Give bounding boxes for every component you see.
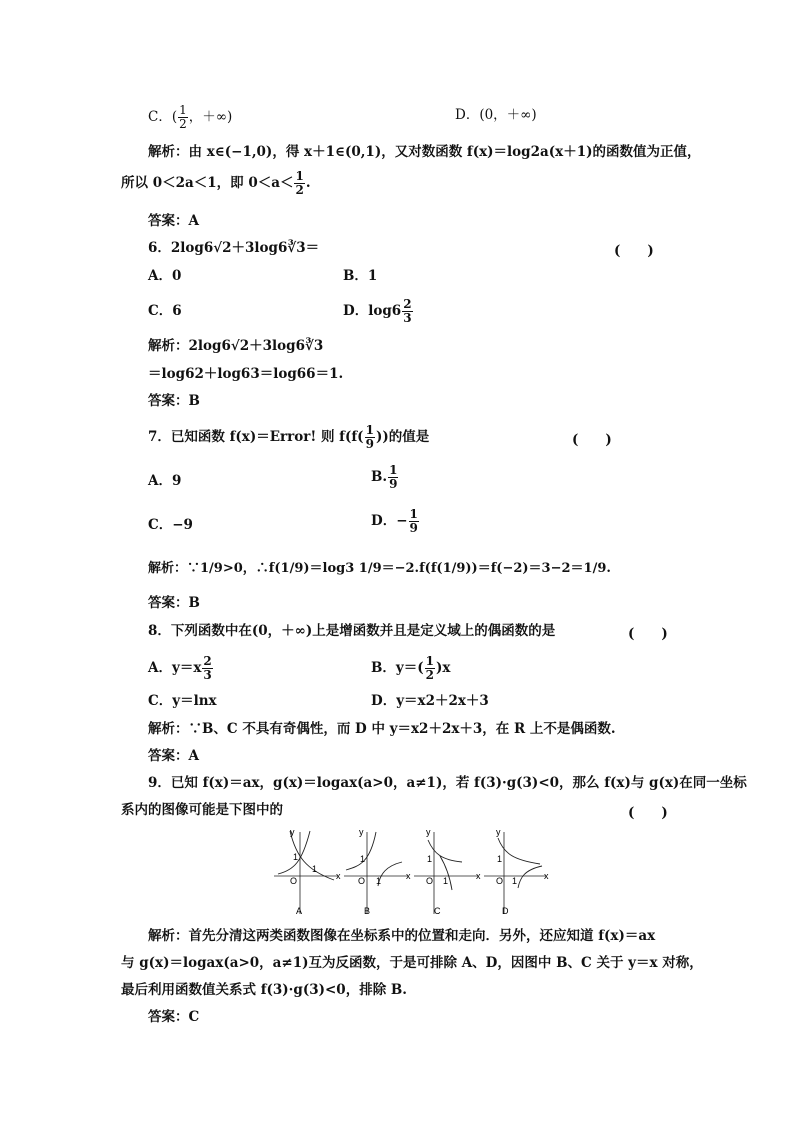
svg-text:y: y: [359, 827, 364, 837]
q9-stem-line-2: 系内的图像可能是下图中的: [121, 802, 283, 818]
svg-text:O: O: [426, 876, 434, 886]
q7-option-a[interactable]: A．9: [148, 473, 182, 489]
svg-text:y: y: [496, 827, 501, 837]
q6-answer-paren: ( ): [614, 243, 654, 259]
svg-text:1: 1: [360, 854, 366, 864]
svg-text:y: y: [290, 827, 295, 837]
q9-explanation-line-2: 与 g(x)＝logax(a>0，a≠1)互为反函数，于是可排除 A、D，因图中 B、C 关于 y＝x 对称，: [121, 955, 703, 971]
curve-exponential: [346, 832, 376, 870]
q9-explanation-line-3: 最后利用函数值关系式 f(3)·g(3)<0，排除 B.: [121, 982, 407, 998]
q9-stem-line-1: 9．已知 f(x)＝ax，g(x)＝logax(a>0，a≠1)，若 f(3)·g(3)<0，那么 f(x)与 g(x)在同一坐标: [148, 775, 747, 791]
graph-b: [344, 827, 411, 914]
svg-text:x: x: [336, 871, 341, 881]
svg-text:O: O: [496, 876, 504, 886]
q7-answer: 答案：B: [148, 595, 200, 611]
q6-option-c[interactable]: C．6: [148, 303, 182, 319]
q6-stem: 6．2log6√2＋3log6∛3＝: [148, 240, 320, 256]
q7-stem: 7．已知函数 f(x)＝Error! 则 f(f( $\frac{1}{9}$ ))的值是: [148, 423, 430, 451]
svg-text:O: O: [290, 876, 298, 886]
curve-exponential: [428, 840, 462, 862]
q6-option-b[interactable]: B．1: [343, 268, 378, 284]
q6-option-a[interactable]: A．0: [148, 268, 182, 284]
q5-option-c[interactable]: C．( $\frac{1}{2}$ ，＋∞): [148, 103, 233, 131]
curve-logarithmic: [518, 866, 542, 888]
q9-explanation-line-1: 解析：首先分清这两类函数图像在坐标系中的位置和走向．另外，还应知道 f(x)＝ax: [148, 928, 656, 944]
q8-explanation: 解析：∵B、C 不具有奇偶性，而 D 中 y＝x2＋2x＋3，在 R 上不是偶函数.: [148, 721, 616, 737]
graph-d: [484, 827, 549, 914]
q9-answer-paren: ( ): [628, 805, 668, 821]
fraction: $\frac{1}{9}$: [409, 507, 418, 535]
q6-option-d[interactable]: D．log6 $\frac{2}{3}$: [343, 297, 412, 325]
graph-c: [414, 827, 481, 914]
q6-explanation-line-1: 解析：2log6√2＋3log6∛3: [148, 338, 324, 354]
q9-graphs-figure: [272, 826, 548, 918]
q6-explanation-line-2: ＝log62＋log63＝log66＝1.: [148, 366, 344, 382]
q7-answer-paren: ( ): [572, 432, 612, 448]
caption-a: A: [296, 906, 303, 916]
caption-d: D: [502, 906, 509, 916]
svg-text:1: 1: [443, 876, 449, 886]
svg-text:x: x: [406, 871, 411, 881]
q5-option-d[interactable]: D．(0，＋∞): [455, 107, 537, 123]
fraction: $\frac{1}{2}$: [179, 103, 187, 131]
svg-text:1: 1: [497, 854, 503, 864]
svg-text:1: 1: [376, 876, 382, 886]
svg-text:O: O: [358, 876, 366, 886]
q7-option-c[interactable]: C．−9: [148, 517, 193, 533]
q5-explanation-line-1: 解析：由 x∈(−1,0)，得 x＋1∈(0,1)，又对数函数 f(x)＝log2a(x＋1)的函数值为正值，: [148, 144, 701, 160]
q8-answer: 答案：A: [148, 748, 199, 764]
q5-explanation-line-2: 所以 0＜2a＜1，即 0＜a＜ $\frac{1}{2}$ .: [121, 169, 311, 197]
q9-answer: 答案：C: [148, 1009, 200, 1025]
q7-option-d[interactable]: D．− $\frac{1}{9}$: [371, 507, 418, 535]
caption-b: B: [364, 906, 371, 916]
svg-text:1: 1: [312, 864, 318, 874]
fraction: $\frac{1}{2}$: [295, 169, 304, 197]
q5-answer: 答案：A: [148, 213, 199, 229]
caption-c: C: [434, 906, 441, 916]
q8-option-c[interactable]: C．y＝lnx: [148, 693, 217, 709]
curve-logarithmic: [378, 862, 402, 886]
q6-answer: 答案：B: [148, 393, 200, 409]
q8-option-d[interactable]: D．y＝x2＋2x＋3: [371, 693, 489, 709]
q8-option-a[interactable]: A．y＝x $\frac{2}{3}$: [148, 654, 212, 682]
fraction: $\frac{1}{2}$: [425, 654, 435, 682]
graph-a: [274, 827, 341, 914]
q7-option-b[interactable]: B. $\frac{1}{9}$: [371, 463, 398, 491]
svg-text:y: y: [426, 827, 431, 837]
fraction: $\frac{1}{9}$: [365, 423, 374, 451]
fraction: $\frac{1}{9}$: [389, 463, 398, 491]
svg-text:x: x: [476, 871, 481, 881]
fraction: $\frac{2}{3}$: [203, 654, 212, 682]
svg-text:1: 1: [512, 876, 518, 886]
svg-text:x: x: [544, 871, 549, 881]
fraction: $\frac{2}{3}$: [403, 297, 412, 325]
q8-option-b[interactable]: B．y＝( $\frac{1}{2}$ )x: [371, 654, 451, 682]
q8-stem: 8．下列函数中在(0，＋∞)上是增函数并且是定义域上的偶函数的是: [148, 623, 556, 639]
svg-text:1: 1: [293, 852, 299, 862]
q7-explanation: 解析：∵1/9>0，∴f(1/9)＝log3 1/9＝−2.f(f(1/9))＝f(−2)＝3−2＝1/9.: [148, 561, 611, 576]
svg-text:1: 1: [427, 854, 433, 864]
q8-answer-paren: ( ): [628, 626, 668, 642]
